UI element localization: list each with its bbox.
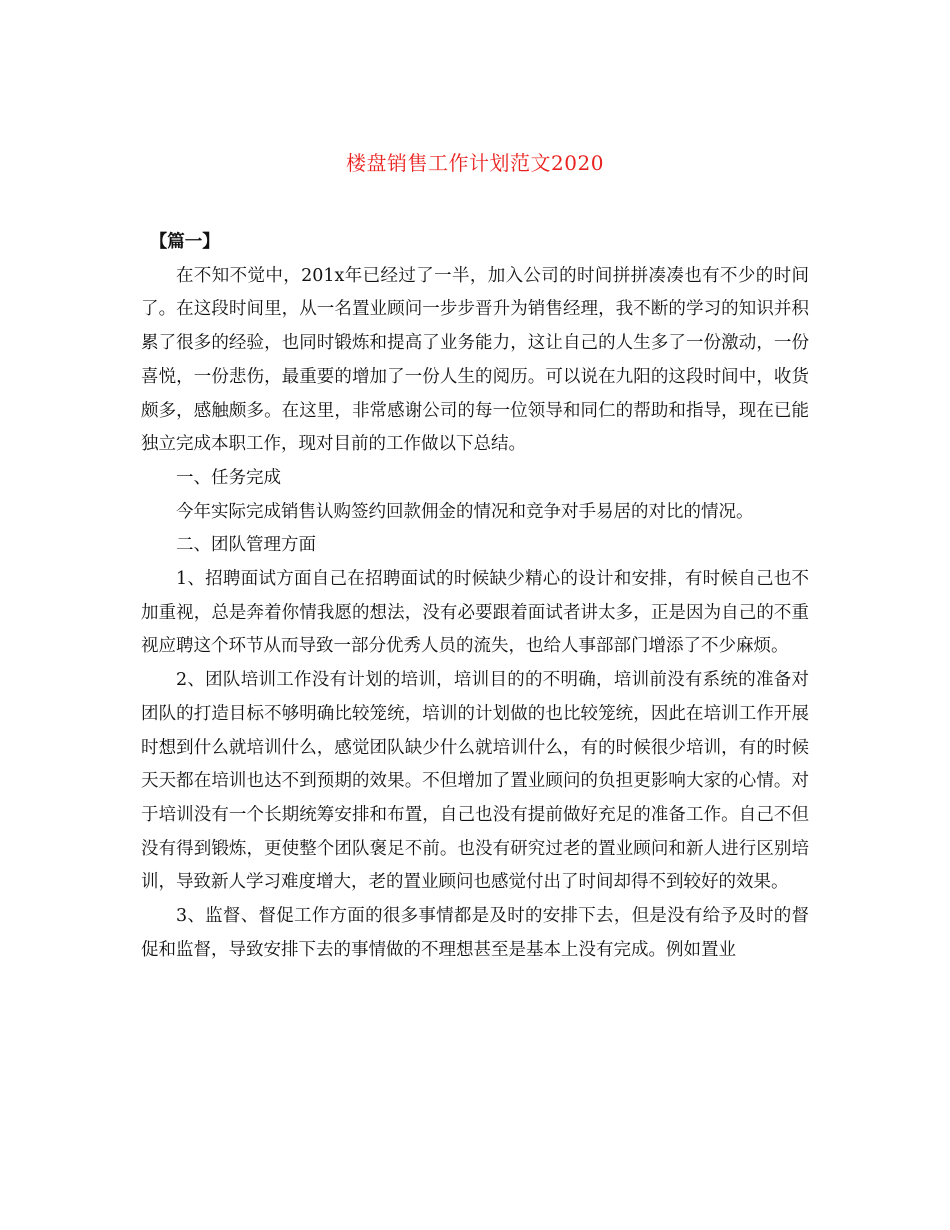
paragraph-recruiting: 1、招聘面试方面自己在招聘面试的时候缺少精心的设计和安排，有时候自己也不加重视，总是奔着你情我愿的想法，没有必要跟着面试者讲太多，正是因为自己的不重视应聘这个环节从而导致一部分优秀人员的流失，也给人事部部门增添了不少麻烦。 [141,569,809,657]
section-label: 【篇一】 [149,232,220,252]
heading-task-completion: 一、任务完成 [176,467,281,488]
document-body [141,226,809,967]
paragraph-training: 2、团队培训工作没有计划的培训，培训目的的不明确，培训前没有系统的准备对团队的打造目标不够明确比较笼统，培训的计划做的也比较笼统，因此在培训工作开展时想到什么就培训什么，感觉团队缺少什么就培训什么，有的时候很少培训，有的时候天天都在培训也达不到预期的效果。不但增加了置业顾问的负担更影响大家的心情。对于培训没有一个长期统筹安排和布置，自己也没有提前做好充足的准备工作。自己不但没有得到锻炼，更使整个团队褒足不前。也没有研究过老的置业顾问和新人进行区别培训，导致新人学习难度增大，老的置业顾问也感觉付出了时间却得不到较好的效果。 [141,670,809,893]
paragraph-supervision: 3、监督、督促工作方面的很多事情都是及时的安排下去，但是没有给予及时的督促和监督，导致安排下去的事情做的不理想甚至是基本上没有完成。例如置业 [141,906,809,960]
document-title: 楼盘销售工作计划范文2020 [346,151,604,175]
paragraph-task-completion: 今年实际完成销售认购签约回款佣金的情况和竞争对手易居的对比的情况。 [176,501,754,522]
heading-team-management: 二、团队管理方面 [176,535,316,556]
paragraph-intro: 在不知不觉中，201x年已经过了一半，加入公司的时间拼拼凑凑也有不少的时间了。在这段时间里，从一名置业顾问一步步晋升为销售经理，我不断的学习的知识并积累了很多的经验，也同时锻炼和提高了业务能力，这让自己的人生多了一份激动，一份喜悦，一份悲伤，最重要的增加了一份人生的阅历。可以说在九阳的这段时间中，收货颇多，感触颇多。在这里，非常感谢公司的每一位领导和同仁的帮助和指导，现在已能独立完成本职工作，现对目前的工作做以下总结。 [141,265,809,455]
